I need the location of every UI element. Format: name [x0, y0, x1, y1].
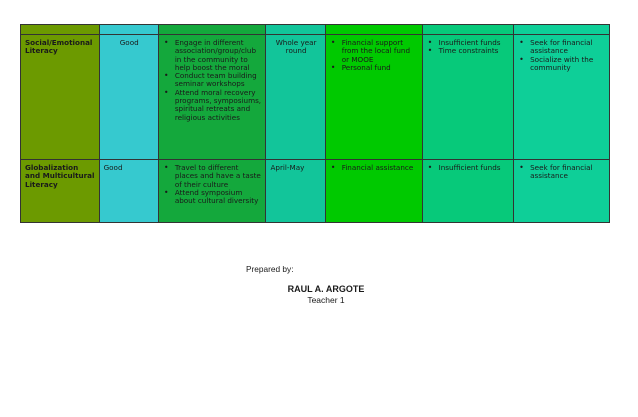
solutions-cell — [514, 160, 610, 223]
problem-item: • Insufficient funds — [439, 39, 511, 47]
problems-cell — [422, 160, 514, 223]
header-cell — [21, 25, 100, 35]
signatory-title: Teacher 1 — [307, 295, 345, 305]
timeline-cell: Whole year round — [266, 35, 325, 160]
header-cell — [514, 25, 610, 35]
resources-cell — [325, 35, 422, 160]
problem-item: • Time constraints — [439, 47, 511, 55]
header-cell — [266, 25, 325, 35]
activity-item: • Attend moral recovery programs, symposiums, spiritual retreats and religious activities — [175, 89, 263, 122]
header-cell — [422, 25, 514, 35]
timeline-cell: April-May — [266, 160, 325, 223]
activity-item: • Engage in different association/group/club in the community to help boost the moral — [175, 39, 263, 72]
table-row — [21, 35, 610, 160]
header-cell — [325, 25, 422, 35]
resource-item: • Financial assistance — [342, 164, 419, 172]
header-cell — [99, 25, 158, 35]
activity-item: • Attend symposium about cultural diversity — [175, 189, 263, 206]
status-cell: Good — [99, 35, 158, 160]
competency-area-cell: Social/Emotional Literacy — [21, 35, 100, 160]
solution-item: • Seek for financial assistance — [530, 39, 606, 56]
signatory-name: RAUL A. ARGOTE — [287, 284, 365, 294]
solution-item: • Seek for financial assistance — [530, 164, 606, 181]
table-header-row — [21, 25, 610, 35]
resources-cell — [325, 160, 422, 223]
activity-item: • Conduct team building seminar workshops — [175, 72, 263, 89]
status-cell: Good — [99, 160, 158, 223]
header-cell — [158, 25, 266, 35]
activity-item: • Travel to different places and have a taste of their culture — [175, 164, 263, 189]
activities-cell — [158, 35, 266, 160]
solutions-cell — [514, 35, 610, 160]
problems-cell — [422, 35, 514, 160]
prepared-by-label: Prepared by: — [246, 264, 294, 274]
development-plan-table — [20, 24, 610, 223]
resource-item: • Personal fund — [342, 64, 419, 72]
problem-item: • Insufficient funds — [439, 164, 511, 172]
table-row — [21, 160, 610, 223]
activities-cell — [158, 160, 266, 223]
competency-area-cell: Globalization and Multicultural Literacy — [21, 160, 100, 223]
resource-item: • Financial support from the local fund or MOOE — [342, 39, 419, 64]
solution-item: • Socialize with the community — [530, 56, 606, 73]
